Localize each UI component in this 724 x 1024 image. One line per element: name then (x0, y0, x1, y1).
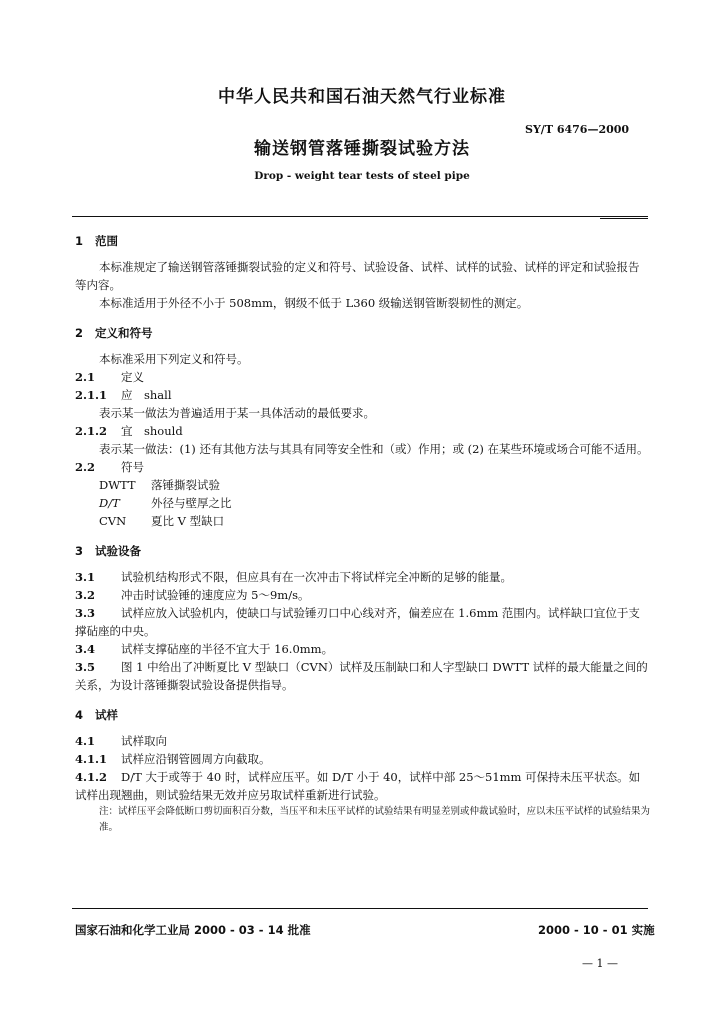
document-title-en: Drop - weight tear tests of steel pipe (254, 170, 470, 182)
document-title-cn: 输送钢管落锤撕裂试验方法 (254, 139, 470, 159)
section-2-intro: 本标准采用下列定义和符号。 (99, 352, 249, 366)
issuing-agency-title: 中华人民共和国石油天然气行业标准 (218, 87, 506, 107)
clause-4-1-1: 4.1.1 试样应沿钢管圆周方向截取。 (75, 752, 271, 766)
symbol-row: CVN 夏比 V 型缺口 (99, 514, 225, 528)
section-4-heading: 4 试样 (75, 708, 118, 722)
clause-2-2: 2.2 符号 (75, 460, 144, 474)
clause-2-1-2-text: 表示某一做法：(1) 还有其他方法与其具有同等安全性和（或）作用；或 (2) 在某些环境或场合可能不适用。 (99, 442, 649, 456)
section-1-heading: 1 范围 (75, 234, 118, 248)
clause-3-3: 3.3 试样应放入试验机内，使缺口与试验锤刃口中心线对齐，偏差应在 1.6mm 范围内。试样缺口宜位于支撑砧座的中央。 (75, 606, 640, 638)
symbol-row: DWTT 落锤撕裂试验 (99, 478, 220, 492)
clause-2-1-1: 2.1.1 应 shall (75, 388, 172, 402)
page-number: — 1 — (582, 957, 618, 970)
clause-4-1: 4.1 试样取向 (75, 734, 167, 748)
header-rule (72, 216, 648, 217)
clause-2-1: 2.1 定义 (75, 370, 144, 384)
symbol-row: D/T 外径与壁厚之比 (99, 496, 232, 510)
clause-3-2: 3.2 冲击时试验锤的速度应为 5～9m/s。 (75, 588, 310, 602)
section-3-heading: 3 试验设备 (75, 544, 141, 558)
section-1-paragraph-2: 本标准适用于外径不小于 508mm，钢级不低于 L360 级输送钢管断裂韧性的测定。 (99, 296, 529, 310)
effective-date: 2000 - 10 - 01 实施 (538, 923, 655, 937)
clause-3-5: 3.5 图 1 中给出了冲断夏比 V 型缺口（CVN）试样及压制缺口和人字型缺口 DWTT 试样的最大能量之间的关系，为设计落锤撕裂试验设备提供指导。 (75, 660, 648, 692)
section-1-paragraph-1: 本标准规定了输送钢管落锤撕裂试验的定义和符号、试验设备、试样、试样的试验、试样的评定和试验报告等内容。 (75, 260, 640, 292)
clause-3-1: 3.1 试验机结构形式不限，但应具有在一次冲击下将试样完全冲断的足够的能量。 (75, 570, 512, 584)
approval-date: 国家石油和化学工业局 2000 - 03 - 14 批准 (75, 923, 311, 937)
document-body (75, 232, 650, 836)
clause-4-1-2: 4.1.2 D/T 大于或等于 40 时，试样应压平。如 D/T 小于 40，试样中部 25～51mm 可保持未压平状态。如试样出现翘曲，则试验结果无效并应另取试样重新进行试验。 (75, 770, 641, 802)
standard-number: SY/T 6476—2000 (525, 123, 630, 136)
clause-2-1-2: 2.1.2 宜 should (75, 424, 183, 438)
header-rule-accent (600, 218, 648, 219)
note: 注：试样压平会降低断口剪切面积百分数，当压平和未压平试样的试验结果有明显差别或仲裁试验时，应以未压平试样的试验结果为准。 (99, 806, 651, 833)
clause-2-1-1-text: 表示某一做法为普遍适用于某一具体活动的最低要求。 (99, 406, 375, 420)
clause-3-4: 3.4 试样支撑砧座的半径不宜大于 16.0mm。 (75, 642, 334, 656)
footer-rule (72, 908, 648, 909)
section-2-heading: 2 定义和符号 (75, 326, 153, 340)
